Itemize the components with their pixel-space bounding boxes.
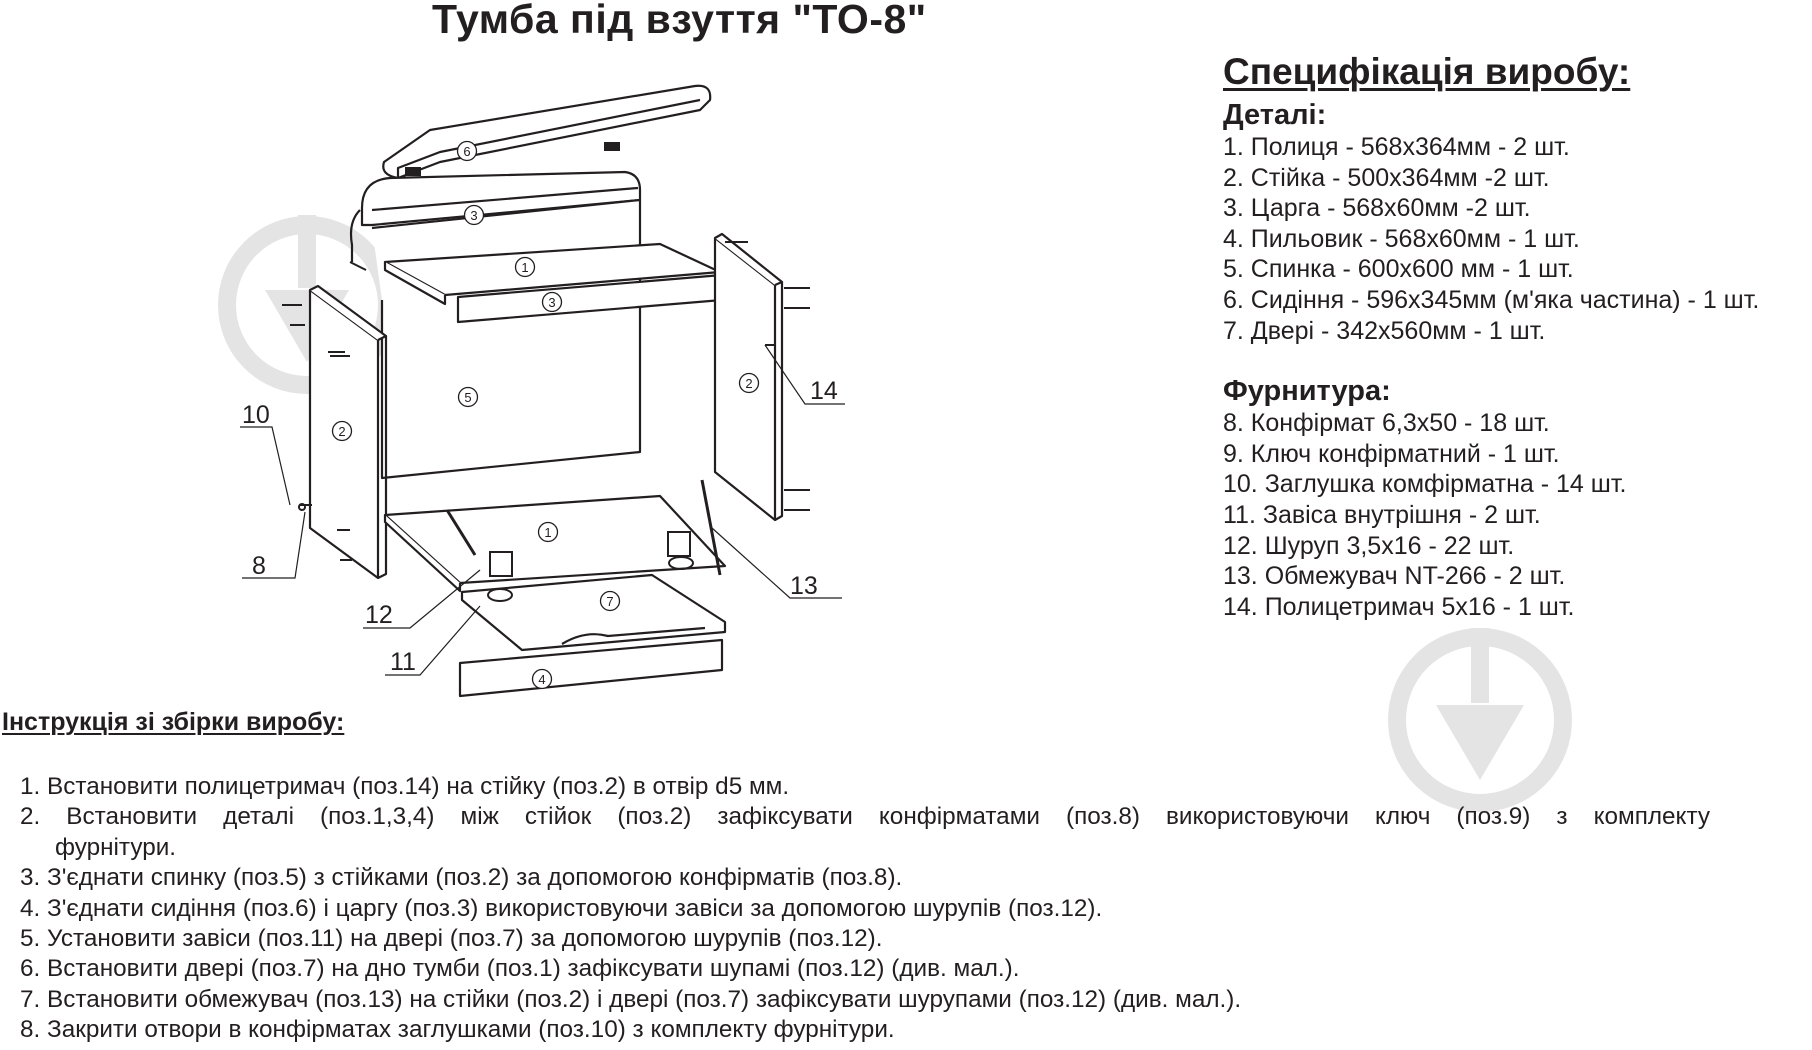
callout-screw: 12 bbox=[365, 601, 393, 629]
instructions-list bbox=[20, 772, 1710, 1046]
back-panel-part bbox=[372, 200, 640, 478]
spec-title: Специфікація виробу: bbox=[1223, 51, 1631, 92]
list-item: 8. Конфірмат 6,3х50 - 18 шт. bbox=[1223, 409, 1550, 438]
specification-block bbox=[1223, 50, 1803, 622]
callout-confirmat: 8 bbox=[252, 552, 266, 580]
callout-plug: 10 bbox=[242, 401, 270, 429]
instruction-step: 8. Закрити отвори в конфірматах заглушками (поз.10) з комплекту фурнітури. bbox=[20, 1016, 895, 1044]
plinth-part bbox=[460, 640, 722, 696]
list-item: 11. Завіса внутрішня - 2 шт. bbox=[1223, 500, 1541, 529]
callout-shelf-support: 14 bbox=[810, 377, 838, 405]
instruction-step-continuation: фурнітури. bbox=[55, 833, 177, 861]
instruction-step: 4. З'єднати сидіння (поз.6) і царгу (поз.3) використовуючи завіси за допомогою шурупів (поз.12). bbox=[20, 894, 1103, 922]
label-plinth: 4 bbox=[538, 672, 546, 687]
list-item: 1. Полиця - 568х364мм - 2 шт. bbox=[1223, 133, 1570, 161]
instruction-step: 7. Встановити обмежувач (поз.13) на стійки (поз.2) і двері (поз.7) зафіксувати шурупами (поз.12) (див. мал.). bbox=[20, 985, 1242, 1013]
label-shelf-bottom: 1 bbox=[544, 525, 552, 540]
instructions-title: Інструкція зі збірки виробу: bbox=[2, 708, 345, 736]
list-item: 3. Царга - 568х60мм -2 шт. bbox=[1223, 194, 1531, 223]
instruction-step: 3. З'єднати спинку (поз.5) з стійками (поз.2) за допомогою конфірматів (поз.8). bbox=[20, 864, 903, 892]
label-rail-front: 3 bbox=[548, 295, 556, 310]
instruction-step: 1. Встановити полицетримач (поз.14) на стійку (поз.2) в отвір d5 мм. bbox=[20, 773, 790, 800]
label-shelf-top: 1 bbox=[521, 260, 529, 275]
door-part bbox=[462, 575, 725, 650]
instruction-step: 2. Встановити деталі (поз.1,3,4) між стійок (поз.2) зафіксувати конфірматами (поз.8) використовуючи ключ (поз.9) з комплекту bbox=[20, 803, 1710, 831]
list-item: 10. Заглушка комфірматна - 14 шт. bbox=[1223, 470, 1627, 499]
list-item: 13. Обмежувач NT-266 - 2 шт. bbox=[1223, 562, 1566, 591]
label-side-right: 2 bbox=[745, 376, 753, 391]
list-item: 12. Шуруп 3,5х16 - 22 шт. bbox=[1223, 531, 1515, 560]
list-item: 6. Сидіння - 596х345мм (м'яка частина) - 1 шт. bbox=[1223, 285, 1760, 314]
label-door: 7 bbox=[606, 594, 614, 609]
parts-list bbox=[1223, 132, 1803, 346]
callout-limiter: 13 bbox=[790, 572, 818, 600]
page-title: Тумба під взуття "ТО-8" bbox=[432, 0, 927, 42]
list-item: 9. Ключ конфірматний - 1 шт. bbox=[1223, 439, 1560, 468]
callout-hinge: 11 bbox=[390, 648, 416, 676]
label-back: 5 bbox=[464, 390, 472, 405]
fittings-heading: Фурнитура: bbox=[1223, 375, 1391, 408]
list-item: 5. Спинка - 600х600 мм - 1 шт. bbox=[1223, 255, 1574, 284]
list-item: 14. Полицетримач 5х16 - 1 шт. bbox=[1223, 592, 1575, 621]
list-item: 7. Двері - 342х560мм - 1 шт. bbox=[1223, 316, 1546, 345]
parts-heading: Деталі: bbox=[1223, 99, 1327, 131]
label-rail-top: 3 bbox=[470, 208, 478, 223]
instruction-step: 5. Установити завіси (поз.11) на двері (поз.7) за допомогою шурупів (поз.12). bbox=[20, 925, 883, 953]
list-item: 2. Стійка - 500х364мм -2 шт. bbox=[1223, 163, 1550, 192]
list-item: 4. Пильовик - 568х60мм - 1 шт. bbox=[1223, 224, 1580, 253]
label-seat: 6 bbox=[463, 144, 471, 159]
instruction-step: 6. Встановити двері (поз.7) на дно тумби (поз.1) зафіксувати шупамі (поз.12) (див. мал.). bbox=[20, 955, 1020, 983]
label-side-left: 2 bbox=[338, 424, 346, 439]
seat-part bbox=[383, 86, 710, 178]
fittings-list bbox=[1223, 408, 1803, 622]
